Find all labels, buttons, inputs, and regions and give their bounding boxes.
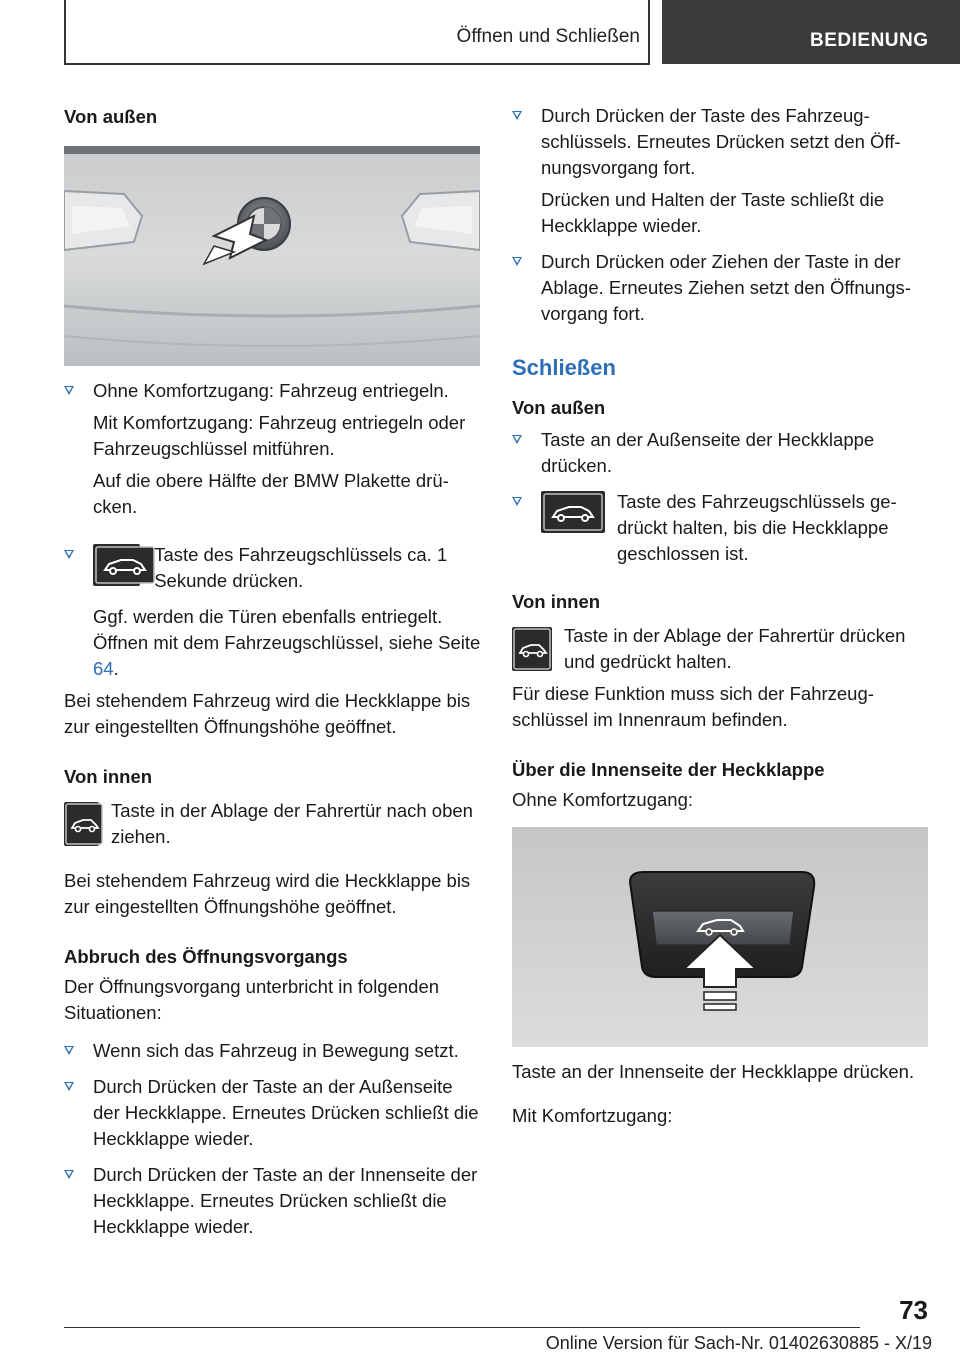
close-item	[512, 427, 932, 479]
bullet-text: Mit Komfortzugang: Fahrzeug entriegeln oder Fahrzeugschlüssel mitführen.	[93, 412, 466, 459]
bullet-text: Auf die obere Hälfte der BMW Plakette drü‐cken.	[93, 470, 449, 517]
bullet-text: Taste des Fahrzeugschlüssels ge‐drückt halten, bis die Heckklappe geschlossen ist.	[617, 491, 897, 564]
paragraph-stationary: Bei stehendem Fahrzeug wird die Heckklappe bis zur eingestellten Öffnungshöhe geöffnet.	[64, 690, 471, 737]
bullet-text: Durch Drücken der Taste des Fahrzeug‐schlüssels. Erneutes Drücken setzt den Öff‐nungsvorgang fort.	[541, 105, 901, 178]
page-number: 73	[899, 1295, 928, 1325]
note-text-end: .	[113, 658, 119, 679]
heading-von-aussen: Von außen	[64, 106, 158, 127]
header-section-title: Öffnen und Schließen	[456, 26, 640, 47]
footer-online-version: Online Version für Sach-Nr. 01402630885 - X/19	[545, 1333, 932, 1353]
tailgate-illustration	[64, 146, 480, 366]
footer-rule	[64, 1327, 860, 1328]
bullet-text: Durch Drücken oder Ziehen der Taste in der Ablage. Erneutes Ziehen setzt den Öffnungs‐vorgang fort.	[541, 251, 911, 324]
bullet-triangle-icon	[512, 257, 522, 266]
bullet-triangle-icon	[64, 386, 74, 395]
bullet-text: Wenn sich das Fahrzeug in Bewegung setzt.	[93, 1040, 459, 1061]
tailgate-button-illustration	[512, 827, 928, 1047]
heading-abort: Abbruch des Öffnungsvorgangs	[64, 946, 348, 967]
bullet-triangle-icon	[512, 497, 522, 506]
header-rule-bottom	[64, 63, 650, 65]
close-inside-instruction	[512, 623, 932, 675]
heading-tailgate-inside: Über die Innenseite der Heckklappe	[512, 759, 825, 780]
tailgate-badge-photo	[64, 146, 480, 366]
with-comfort-label: Mit Komfortzugang:	[512, 1105, 673, 1126]
close-item-key	[512, 489, 932, 567]
tailgate-inner-button-photo	[512, 827, 928, 1047]
bullet-text: Ohne Komfortzugang: Fahrzeug entriegeln.	[93, 380, 449, 401]
paragraph-key-inside: Für diese Funktion muss sich der Fahrzeug‐schlüssel im Innenraum befinden.	[512, 683, 874, 730]
paragraph-stationary-2: Bei stehendem Fahrzeug wird die Heckklappe bis zur eingestellten Öffnungshöhe geöffnet.	[64, 870, 471, 917]
no-comfort-label: Ohne Komfortzugang:	[512, 789, 693, 810]
inside-text: Taste in der Ablage der Fahrertür nach oben ziehen.	[110, 800, 473, 847]
bullet-triangle-icon	[512, 435, 522, 444]
heading-close-von-innen: Von innen	[512, 591, 601, 612]
abort-item	[64, 1074, 484, 1152]
bullet-open-outside	[64, 378, 484, 520]
bullet-note	[93, 604, 484, 682]
abort-item-continued	[512, 103, 932, 239]
bullet-triangle-icon	[64, 550, 74, 559]
bullet-triangle-icon	[64, 1046, 74, 1055]
bullet-text: Drücken und Halten der Taste schließt die Heckklappe wieder.	[541, 189, 885, 236]
heading-von-innen: Von innen	[64, 766, 153, 787]
abort-intro: Der Öffnungsvorgang unterbricht in folgenden Situationen:	[64, 976, 440, 1023]
page-link-64[interactable]: 64	[93, 658, 114, 679]
bullet-text: Durch Drücken der Taste an der Außenseite der Heckklappe. Erneutes Drücken schließt die Heckklappe wieder.	[93, 1076, 479, 1149]
note-text: Ggf. werden die Türen ebenfalls entriegelt. Öffnen mit dem Fahrzeugschlüssel, siehe Seite	[93, 606, 481, 653]
abort-item-continued	[512, 249, 932, 327]
photo-caption: Taste an der Innenseite der Heckklappe drücken.	[512, 1061, 915, 1082]
close-inside-text: Taste in der Ablage der Fahrertür drücken und gedrückt halten.	[564, 625, 906, 672]
bullet-text: Taste an der Außenseite der Heckklappe drücken.	[541, 429, 875, 476]
left-column	[64, 100, 484, 1240]
abort-item	[64, 1162, 484, 1240]
bullet-text: Taste des Fahrzeugschlüssels ca. 1 Sekunde drücken.	[154, 544, 448, 591]
bullet-triangle-icon	[64, 1082, 74, 1091]
bullet-text: Durch Drücken der Taste an der Innenseite der Heckklappe. Erneutes Drücken schließt die Heckklappe wieder.	[93, 1164, 478, 1237]
abort-item	[64, 1038, 484, 1064]
right-column	[512, 100, 932, 1129]
bullet-triangle-icon	[64, 1170, 74, 1179]
car-key-tailgate-icon	[541, 491, 605, 533]
heading-close-von-aussen: Von außen	[512, 397, 606, 418]
inside-instruction	[64, 798, 484, 850]
heading-schliessen: Schließen	[512, 355, 616, 380]
bullet-key-button	[64, 542, 484, 682]
car-key-tailgate-icon	[93, 544, 140, 586]
header-rule-divider	[648, 0, 650, 64]
bullet-triangle-icon	[512, 111, 522, 120]
tailgate-switch-icon	[512, 627, 552, 671]
page-header	[0, 0, 960, 66]
tailgate-switch-icon	[64, 802, 99, 846]
header-chapter-tab: BEDIENUNG	[662, 0, 960, 64]
